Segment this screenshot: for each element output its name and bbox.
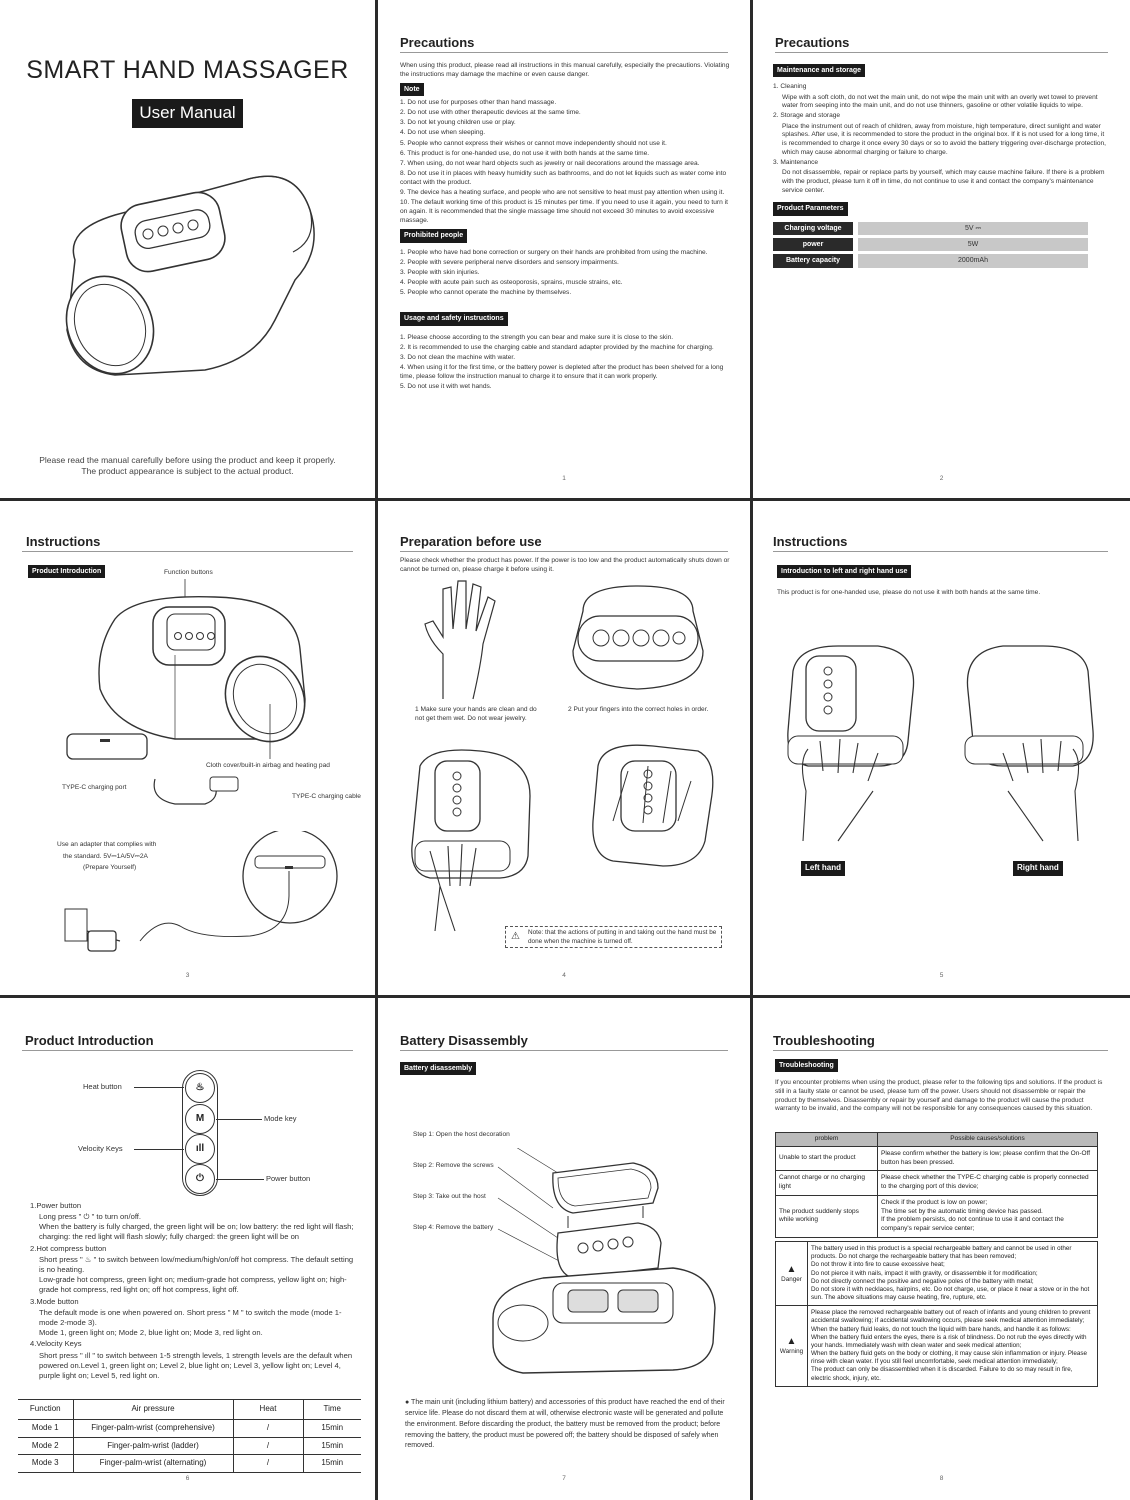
param-value: 5V ⎓: [858, 222, 1088, 237]
title-rule: [775, 52, 1108, 53]
param-value: 5W: [858, 236, 1088, 252]
warning-label: Warning: [779, 1348, 804, 1356]
section-text: Wipe with a soft cloth, do not wet the main unit, do not wipe the main unit with an overly wet towel to prevent water from seeping into the main unit, and do not use thinners, gasoline or other volatile liquids to wipe.: [782, 93, 1098, 110]
section-text: Short press " ıll " to switch between 1-5 strength levels, 1 strength levels are the default when powered on.Level 1, green light on; Level 2, blue light on; Level 3, yellow light on; Level 4, purple light on; Level 5, red light on.: [39, 1350, 353, 1380]
table-cell: Finger-palm-wrist (ladder): [73, 1437, 233, 1455]
note-text: Note: that the actions of putting in and taking out the hand must be done when the machine is turned off.: [528, 929, 717, 945]
page-title: Instructions: [773, 534, 848, 549]
left-hand-label: Left hand: [801, 861, 845, 876]
table-row: [776, 1195, 1098, 1237]
list-item: 4. When using it for the first time, or the battery power is depleted after the product has been shelved for a long time, please follow the instruction manual to charge it to ensure that it can work properly.: [400, 363, 724, 380]
page-title: Instructions: [26, 534, 101, 549]
column-header: Air pressure: [73, 1400, 233, 1420]
table-cell: /: [233, 1419, 303, 1437]
warning-triangle-icon: ⚠: [511, 931, 520, 942]
section-heading: 2.Hot compress button: [30, 1243, 107, 1253]
page-number: 1: [562, 475, 566, 483]
warning-triangle-icon: ▲: [786, 1336, 797, 1348]
table-cell: /: [233, 1455, 303, 1473]
step-1: Step 1: Open the host decoration: [413, 1131, 510, 1138]
step-1-caption: 1 Make sure your hands are clean and do not get them wet. Do not wear jewelry.: [415, 706, 537, 722]
left-hand-diagram: [778, 641, 928, 856]
list-item: 10. The default working time of this product is 15 minutes per time. If you need to use it again, you need to turn it on again. It is recommended that the single massage time should not exceed 30 minutes to avoid excessive massage.: [400, 198, 728, 224]
massager-illustration: [55, 170, 325, 385]
page-3-instructions: [0, 501, 375, 995]
section-heading: 1.Power button: [30, 1201, 82, 1210]
table-cell: 15min: [321, 1440, 344, 1450]
note-badge: Note: [400, 83, 424, 96]
title-rule: [773, 1050, 1108, 1051]
params-badge: Product Parameters: [773, 202, 848, 215]
table-header-row: [18, 1400, 361, 1420]
list-item: 4. People with acute pain such as osteoporosis, sprains, muscle strains, etc.: [400, 279, 623, 287]
list-item: 2. It is recommended to use the charging cable and standard adapter provided by the machine for charging.: [400, 343, 714, 351]
list-item: 6. This product is for one-handed use, do not use it with both hands at the same time.: [400, 149, 650, 157]
page-2-precautions: [753, 0, 1130, 498]
usage-badge: Usage and safety instructions: [400, 312, 508, 325]
page-number: 7: [562, 1475, 566, 1483]
title-rule: [400, 52, 728, 53]
table-header-row: [776, 1133, 1098, 1147]
intro-text: This product is for one-handed use, please do not use it with both hands at the same time.: [777, 589, 1041, 596]
column-header: Time: [323, 1404, 341, 1413]
cover-note-1: Please read the manual carefully before using the product and keep it properly.: [39, 455, 336, 465]
param-key: Battery capacity: [773, 253, 853, 268]
page-title: Product Introduction: [25, 1033, 154, 1048]
table-row: [18, 1419, 361, 1437]
battery-badge: Battery disassembly: [400, 1062, 476, 1075]
table-row: [773, 222, 1088, 237]
section-heading: 3.Mode button: [30, 1296, 79, 1306]
column-header: Function: [18, 1400, 73, 1420]
velocity-keys-label: Velocity Keys: [78, 1144, 123, 1153]
page-title: Precautions: [400, 35, 475, 50]
intro-text: Please check whether the product has power. If the power is too low and the product automatically shuts down or cannot be turned on, please charge it before using it.: [400, 557, 730, 573]
list-item: 3. Do not let young children use or play.: [400, 119, 516, 127]
right-hand-diagram: [953, 641, 1103, 856]
table-cell: 15min: [321, 1458, 344, 1468]
section-text: The default mode is one when powered on. Short press " M " to switch the mode (mode 1-mode 2-mode 3). Mode 1, green light on; Mode 2, blue light on; Mode 3, red light on.: [39, 1307, 342, 1338]
section-text: Long press " ⏻ " to turn on/off. When the battery is fully charged, the green light will be on; low battery: the red light will flash; charging: the red light will flash slowly; fully charged: the green light will be on: [39, 1212, 354, 1242]
power-button-label: Power button: [266, 1174, 311, 1183]
product-diagram: [55, 579, 355, 819]
table-row: [18, 1455, 361, 1473]
section-text: Short press " ♨ " to switch between low/medium/high/on/off hot compress. The default setting is no heating. Low-grade hot compress, green light on; medium-grade hot compress, yellow light on; high-grade hot compress, red light on; off hot compress, light off.: [39, 1255, 354, 1295]
step-2: Step 2: Remove the screws: [413, 1162, 494, 1169]
intro-text: When using this product, please read all instructions in this manual carefully, especially the precautions. Violating the instructions may damage the machine or even cause danger.: [400, 62, 730, 78]
warning-note-box: [505, 926, 722, 948]
warning-triangle-icon: ▲: [786, 1264, 797, 1276]
parameters-table: [773, 222, 1088, 268]
battery-exploded-diagram: [483, 1148, 723, 1378]
page-number: 3: [185, 972, 190, 980]
page-number: 4: [562, 972, 566, 980]
column-header: Possible causes/solutions: [878, 1133, 1098, 1147]
adapter-note-3: (Prepare Yourself): [83, 864, 137, 871]
mode-table: [18, 1399, 361, 1473]
danger-text: The battery used in this product is a special rechargeable battery and cannot be used in other products. Do not charge the rechargeable battery that has been removed; Do not throw it into fire to cause excessive heat; Do not pierce it with nails, impact it with gravity, or disassemble it for modification; Do not directly connect the positive and negative poles of the battery with metal; Do not store it with necklaces, hairpins, etc. Do not charge, use, or place it near a stove or in the hot sun. The above situations may cause heating, fire, rupture, etc.: [808, 1242, 1098, 1306]
page-1-precautions: [378, 0, 750, 498]
list-item: 9. The device has a heating surface, and people who are not sensitive to heat must pay attention when using it.: [400, 188, 725, 196]
section-text: Do not disassemble, repair or replace parts by yourself, which may cause machine failure. If there is a problem with the product, please turn it off in time, do not continue to use it and contact the company's maintenance service center.: [782, 169, 1105, 195]
list-item: 1. Please choose according to the strength you can bear and make sure it is close to the skin.: [400, 333, 674, 341]
table-cell: Cannot charge or no charging light: [776, 1171, 878, 1196]
column-header: Heat: [233, 1400, 303, 1420]
table-cell: Check if the product is low on power; The time set by the automatic timing device has passed. If the problem persists, do not continue to use it and contact the company's repair service center;: [878, 1195, 1098, 1237]
table-cell: The product suddenly stops while working: [776, 1195, 878, 1237]
section-text: Place the instrument out of reach of children, away from moisture, high temperature, direct sunlight and water splashes. After use, it is recommended to store the product in the original box. If it is not used for a long time, it is recommended to charge it once every 30 days or so to avoid the battery triggering over-discharge protection, which may cause abnormal charging or failure to charge.: [782, 122, 1106, 157]
step-4: Step 4: Remove the battery: [413, 1224, 494, 1231]
table-row: [776, 1171, 1098, 1196]
note-list: [400, 99, 735, 225]
heat-button-label: Heat button: [83, 1082, 122, 1091]
list-item: 7. When using, do not wear hard objects such as jewelry or nail decorations around the massage area.: [400, 159, 700, 167]
typec-cable-label: TYPE-C charging cable: [292, 793, 361, 800]
table-cell: Mode 3: [18, 1455, 73, 1473]
table-cell: Mode 1: [18, 1419, 73, 1437]
list-item: 1. People who have had bone correction or surgery on their hands are prohibited from using the machine.: [400, 248, 708, 256]
massager-top-view: [563, 581, 713, 696]
section-heading: 3. Maintenance: [773, 159, 819, 167]
product-intro-badge: Product Introduction: [28, 565, 105, 578]
page-number: 8: [939, 1475, 944, 1483]
table-cell: Please check whether the TYPE-C charging cable is properly connected to the charging port of this device;: [878, 1171, 1098, 1196]
button-descriptions: [30, 1201, 360, 1382]
table-row: [776, 1306, 1098, 1387]
section-heading: 2. Storage and storage: [773, 112, 841, 120]
table-cell: /: [233, 1437, 303, 1455]
page-5-instructions: [753, 501, 1130, 995]
function-buttons-label: Function buttons: [164, 569, 213, 576]
section-heading: 1. Cleaning: [773, 83, 807, 91]
page-title: Battery Disassembly: [400, 1033, 528, 1048]
adapter-note-2: the standard. 5V⎓1A/5V⎓2A: [63, 853, 148, 860]
hand-insert-left: [400, 746, 550, 936]
charging-diagram: [50, 831, 350, 971]
title-rule: [22, 551, 353, 552]
page-number: 6: [185, 1475, 190, 1483]
title-rule: [773, 551, 1108, 552]
param-key: power: [773, 236, 853, 252]
cover-note-2: The product appearance is subject to the actual product.: [81, 466, 294, 476]
adapter-note-1: Use an adapter that complies with: [57, 841, 157, 848]
cover-subtitle: User Manual: [132, 99, 242, 128]
typec-port-label: TYPE-C charging port: [62, 784, 127, 791]
intro-text: If you encounter problems when using the product, please refer to the following tips and solutions. If the product is still in a faulty state or cannot be used, please turn off the power. Users should not disassemble or repair the product by themselves. Disassembly or repair by yourself and damage to the product will cause the product warranty to be invalid, and the company will not be responsible for any consequences caused by this situation.: [775, 1079, 1103, 1113]
step-2-caption: 2 Put your fingers into the correct holes in order.: [568, 706, 709, 713]
table-row: [773, 253, 1088, 268]
column-header: problem: [776, 1133, 878, 1147]
warning-cell: [776, 1306, 808, 1387]
table-cell: Mode 2: [18, 1437, 73, 1455]
list-item: 1. Do not use for purposes other than hand massage.: [400, 99, 557, 107]
velocity-icon: ıll: [185, 1134, 215, 1164]
list-item: 5. Do not use it with wet hands.: [400, 382, 492, 390]
list-item: 3. Do not clean the machine with water.: [400, 353, 516, 361]
disposal-note: ● The main unit (including lithium battery) and accessories of this product have reached the end of their service life. Please do not discard them at will, otherwise electronic waste will be generated and pollute the environment. Before discarding the product, the battery must be removed from the product; before removing the battery, the product must be powered off; the battery should be disposed of safely when removed.: [405, 1399, 725, 1450]
prohibited-list: [400, 249, 735, 298]
table-row: [776, 1242, 1098, 1306]
list-item: 2. People with severe peripheral nerve disorders and sensory impairments.: [400, 259, 619, 266]
hand-insert-right: [583, 741, 728, 871]
page-7-battery-disassembly: [378, 998, 750, 1500]
cover-title: SMART HAND MASSAGER: [26, 56, 349, 84]
list-item: 8. Do not use it in places with heavy humidity such as bathrooms, and do not let liquids such as water come into contact with the product.: [400, 169, 727, 186]
safety-table: [775, 1241, 1098, 1387]
power-icon: ⏻: [185, 1164, 215, 1194]
cover-panel: [0, 0, 375, 498]
cloth-cover-label: Cloth cover/built-in airbag and heating pad: [206, 762, 330, 769]
table-cell: Finger-palm-wrist (comprehensive): [73, 1419, 233, 1437]
list-item: 3. People with skin injuries.: [400, 269, 480, 277]
title-rule: [22, 1050, 353, 1051]
table-row: [773, 236, 1088, 252]
prohibited-badge: Prohibited people: [400, 229, 467, 242]
list-item: 2. Do not use with other therapeutic devices at the same time.: [400, 109, 581, 117]
mode-icon: M: [185, 1104, 215, 1134]
title-rule: [400, 1050, 728, 1051]
table-cell: Finger-palm-wrist (alternating): [73, 1455, 233, 1473]
page-title: Preparation before use: [400, 534, 542, 549]
warning-text: Please place the removed rechargeable battery out of reach of infants and young children to prevent accidental swallowing; if accidental swallowing occurs, please seek medical attention immediately; When the battery fluid leaks, do not touch the liquid with bare hands, and handle it as follows: When the battery fluid enters the eyes, there is a risk of blindness. Do not rub the eyes directly with your hands. Immediately wash with clean water and seek medical attention; When the battery fluid gets on the body or clothing, it may cause skin inflammation or injury. Please rinse with clean water. If you still feel uncomfortable, seek medical attention immediately; The product can only be disassembled when it is discarded. Failure to do so may result in fire, electric shock, injury, etc.: [808, 1306, 1098, 1387]
page-title: Troubleshooting: [773, 1033, 875, 1048]
right-hand-label: Right hand: [1013, 861, 1063, 876]
heat-icon: ♨: [185, 1073, 215, 1103]
table-cell: 15min: [321, 1422, 344, 1432]
param-value: 2000mAh: [858, 253, 1088, 268]
table-row: [18, 1437, 361, 1455]
table-row: [776, 1146, 1098, 1171]
page-6-product-introduction: [0, 998, 375, 1500]
step-3: Step 3: Take out the host: [413, 1193, 486, 1200]
danger-cell: [776, 1242, 808, 1306]
list-item: 5. People who cannot operate the machine by themselves.: [400, 289, 572, 297]
page-title: Precautions: [775, 35, 850, 50]
page-4-preparation: [378, 501, 750, 995]
page-number: 5: [939, 972, 944, 980]
danger-label: Danger: [781, 1276, 802, 1284]
table-cell: Please confirm whether the battery is low; please confirm that the On-Off button has been pressed.: [878, 1146, 1098, 1171]
troubleshooting-table: [775, 1132, 1098, 1238]
usage-list: [400, 334, 735, 392]
table-cell: Unable to start the product: [776, 1146, 878, 1171]
list-item: 5. People who cannot express their wishes or cannot move independently should not use it.: [400, 139, 667, 147]
hand-use-badge: Introduction to left and right hand use: [777, 565, 911, 578]
title-rule: [400, 551, 728, 552]
mode-key-label: Mode key: [264, 1114, 297, 1123]
param-key: Charging voltage: [773, 222, 853, 237]
maintenance-badge: Maintenance and storage: [773, 64, 865, 77]
hand-illustration: [413, 579, 513, 704]
page-8-troubleshooting: [753, 998, 1130, 1500]
page-number: 2: [939, 475, 944, 483]
list-item: 4. Do not use when sleeping.: [400, 129, 486, 137]
section-heading: 4.Velocity Keys: [30, 1339, 82, 1349]
troubleshooting-badge: Troubleshooting: [775, 1059, 838, 1072]
